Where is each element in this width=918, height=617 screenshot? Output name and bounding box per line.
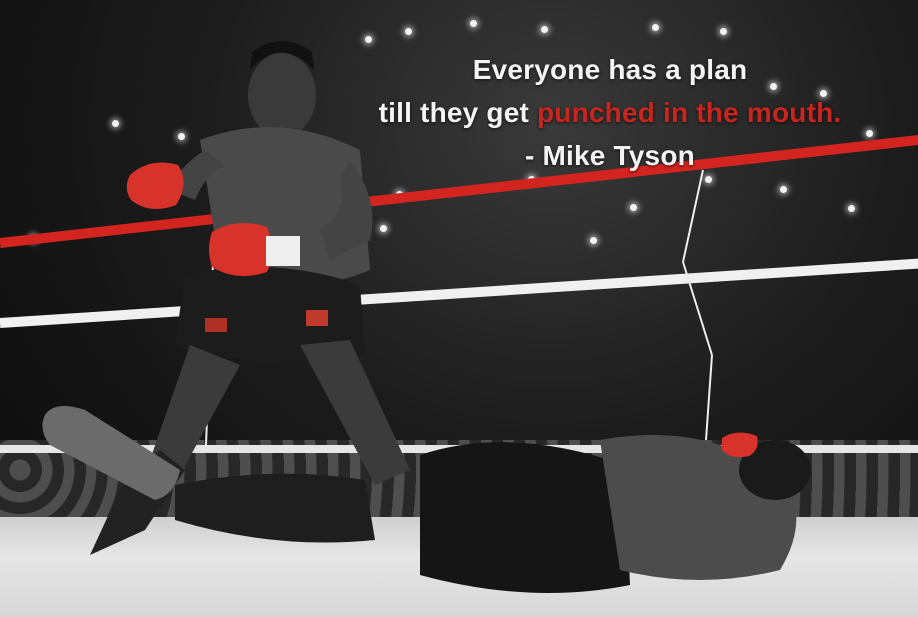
flag-patch-icon [306, 310, 328, 326]
quote-line-2 [330, 91, 890, 134]
flag-patch-icon [205, 318, 227, 332]
quote-highlight: punched in the mouth. [536, 97, 842, 128]
boxing-glove-icon [209, 223, 272, 276]
quote-block [330, 48, 890, 177]
boxing-glove-icon [127, 163, 184, 209]
quote-line-1: Everyone has a plan [472, 54, 748, 85]
quote-line-2-prefix: till they get [378, 97, 537, 128]
boxing-glove-icon [722, 432, 758, 457]
quote-attribution: - Mike Tyson [525, 140, 695, 171]
